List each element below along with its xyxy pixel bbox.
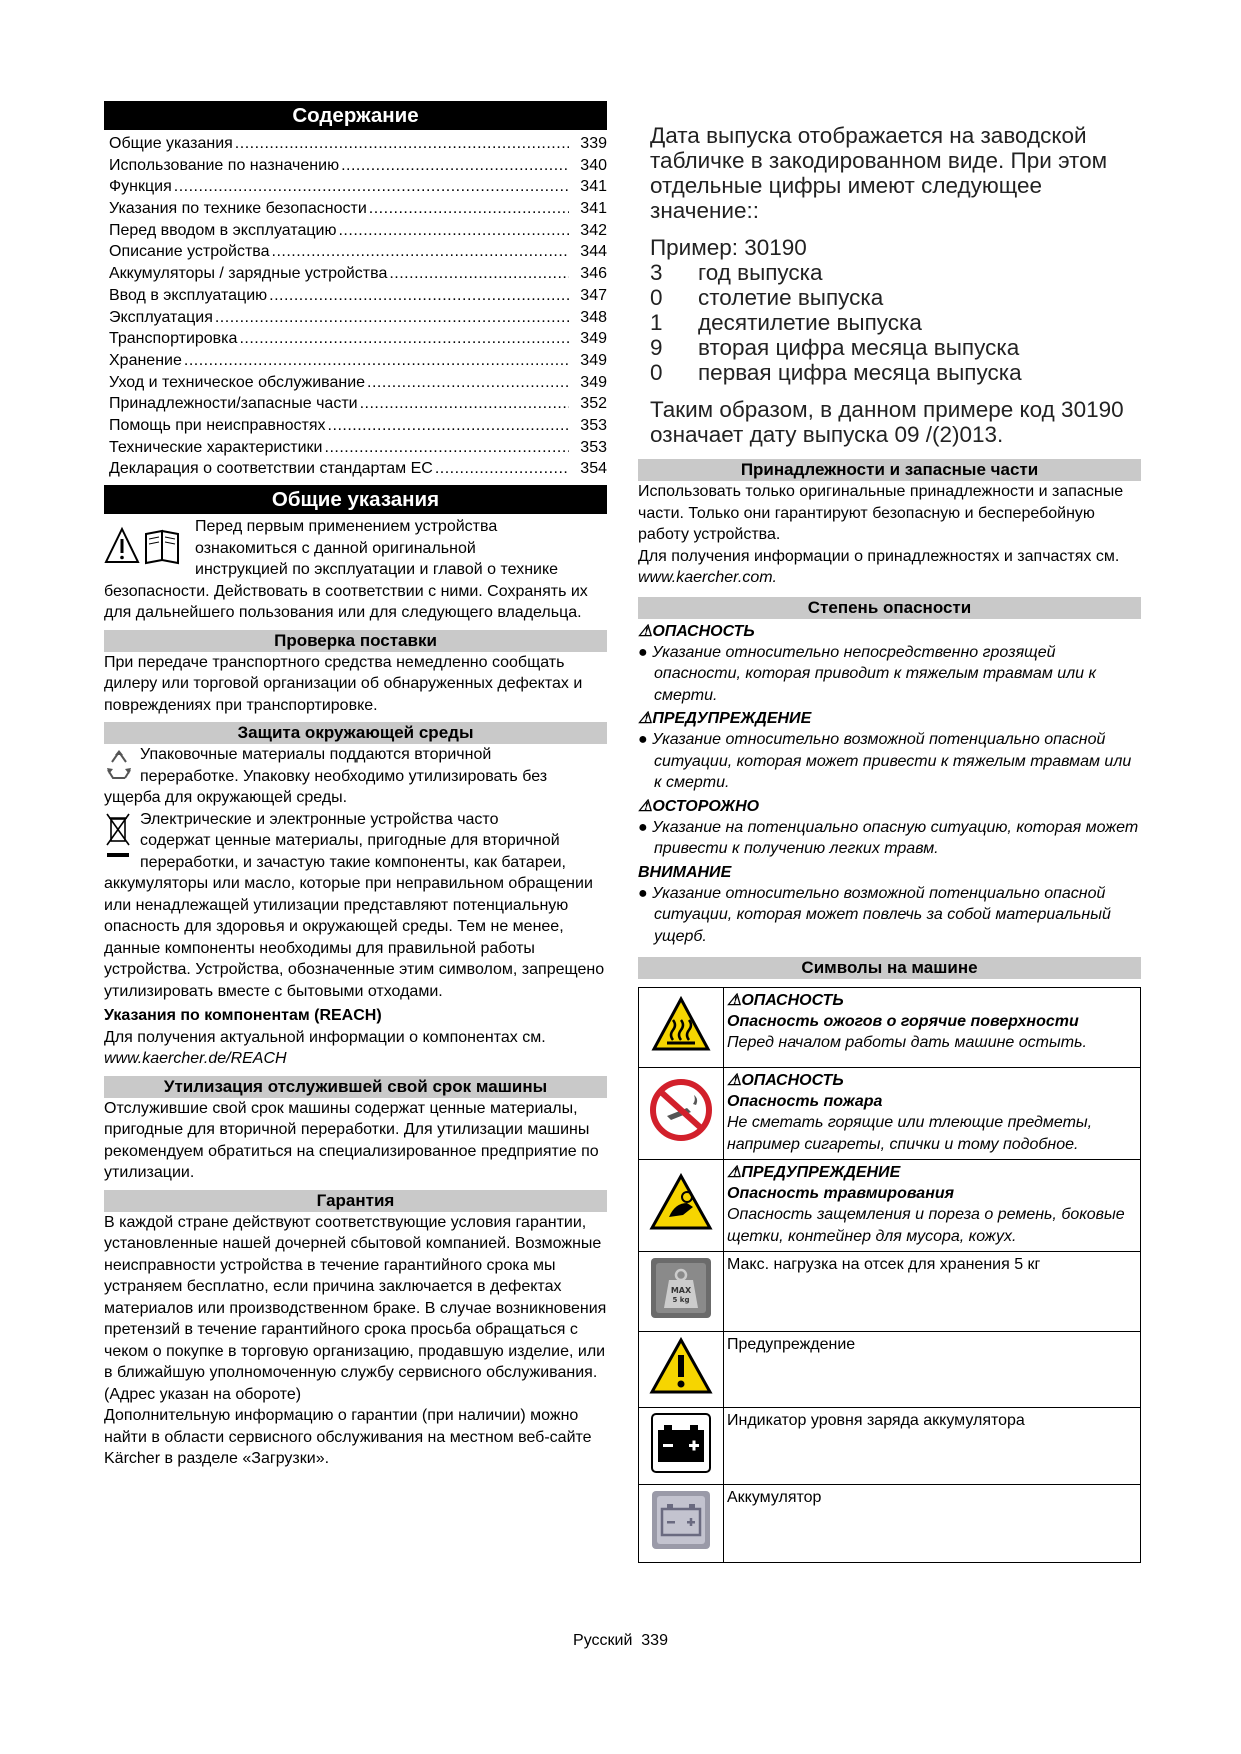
right-column: Дата выпуска отображается на заводской табличке в закодированном виде. При этом отдельные цифры имеют следующее значение:: Пример: 30190 3 год выпуска 0 столетие выпуска 1 десятилетие выпуска 9 вторая цифра месяца выпуска 0 первая цифра месяца выпуска Таким образом, в данном примере код 30190 означает дату выпуска 09 /(2)013. Принадлежности и запасные части Использовать только оригинальные принадлежности и запасные части. Только они гарантируют безопасную и бесперебойную работу устройства. Для получения информации о принадлежностях и запчастях см. www.kaercher.com. Степень опасности ⚠ОПАСНОСТЬ ● Указание относительно непосредственно грозящей опасности, которая приводит к тяжелым травмам или к смерти. ⚠ПРЕДУПРЕЖДЕНИЕ ● Указание относительно возможной потенциально опасной ситуации, которая может привести к тяжелым травмам или к смерти. ⚠ОСТОРОЖНО ● Указание на потенциально опасную ситуацию, которая может привести к получению легких травм. ВНИМАНИЕ ● Указание относительно возможной потенциально опасной ситуации, которая может повлечь за собой материальный ущерб. Символы на машине ⚠ОПАСНОСТЬ Опасность ожогов о горячие поверхности Перед началом работы дать машине остыть. ⚠ОПАСНОСТЬ Опасность пожара Не сметать горящие или тлеющие предметы, например сигареты, спички и тому подобное. ⚠ПРЕДУПРЕЖДЕНИЕ Опасность травмирования Опасность защемления и пореза о ремень, боковые щетки, контейнер для мусора, кожух. MAX 5 kg Макс. нагрузка на отсек для хранения 5 кг Предупреждение Индикатор уровня заряда аккумулятора Аккумулятор [638, 101, 1141, 1563]
toc-item[interactable]: Использование по назначению ..... 340 [104, 155, 607, 177]
table-row: ⚠ПРЕДУПРЕЖДЕНИЕ Опасность травмирования Опасность защемления и пореза о ремень, боковые щетки, контейнер для мусора, кожух. [639, 1160, 1141, 1252]
battery-level-icon [639, 1407, 724, 1485]
toc-title: Содержание [104, 101, 607, 130]
toc-item[interactable]: Аккумуляторы / зарядные устройства ..... 346 [104, 263, 607, 285]
reach-link[interactable]: www.kaercher.de/REACH [104, 1050, 287, 1067]
date-code-row: 1 десятилетие выпуска [650, 310, 922, 335]
toc-item[interactable]: Эксплуатация ..... 348 [104, 307, 607, 329]
toc-item[interactable]: Функция ..... 341 [104, 176, 607, 198]
delivery-title: Проверка поставки [104, 630, 607, 652]
toc-item[interactable]: Описание устройства ..... 344 [104, 241, 607, 263]
table-row: Аккумулятор [639, 1485, 1141, 1563]
table-row: Предупреждение [639, 1331, 1141, 1407]
read-manual-icon [104, 516, 189, 576]
table-of-contents [104, 133, 607, 480]
svg-text:MAX: MAX [670, 1286, 692, 1295]
date-code-row: 0 первая цифра месяца выпуска [650, 360, 1022, 385]
crossed-bin-icon [104, 809, 134, 871]
hot-surface-icon [639, 988, 724, 1068]
environment-title: Защита окружающей среды [104, 722, 607, 744]
danger-levels-title: Степень опасности [638, 597, 1141, 619]
battery-icon [639, 1485, 724, 1563]
crush-hazard-icon [639, 1160, 724, 1252]
symbols-title: Символы на машине [638, 957, 1141, 979]
table-row: Индикатор уровня заряда аккумулятора [639, 1407, 1141, 1485]
no-burning-objects-icon [639, 1068, 724, 1160]
table-row: MAX 5 kg Макс. нагрузка на отсек для хранения 5 кг [639, 1252, 1141, 1332]
toc-item[interactable]: Технические характеристики ..... 353 [104, 437, 607, 459]
date-code-row: 9 вторая цифра месяца выпуска [650, 335, 1020, 360]
general-intro: Перед первым применением устройства ознакомиться с данной оригинальной инструкцией по эксплуатации и главой о технике [104, 516, 607, 581]
date-code-block: Дата выпуска отображается на заводской табличке в закодированном виде. При этом отдельные цифры имеют следующее значение:: Пример: 30190 3 год выпуска 0 столетие выпуска 1 десятилетие выпуска 9 вторая цифра месяца выпуска 0 первая цифра месяца выпуска Таким образом, в данном примере код 30190 означает дату выпуска 09 /(2)013. [638, 123, 1141, 447]
accessories-title: Принадлежности и запасные части [638, 459, 1141, 481]
toc-item[interactable]: Декларация о соответствии стандартам ЕС ..... 354 [104, 458, 607, 480]
warning-icon [639, 1331, 724, 1407]
date-code-row: 3 год выпуска [650, 260, 823, 285]
date-code-row: 0 столетие выпуска [650, 285, 884, 310]
toc-item[interactable]: Ввод в эксплуатацию ..... 347 [104, 285, 607, 307]
table-row: ⚠ОПАСНОСТЬ Опасность пожара Не сметать горящие или тлеющие предметы, например сигареты, спички и тому подобное. [639, 1068, 1141, 1160]
toc-item[interactable]: Хранение ..... 349 [104, 350, 607, 372]
toc-item[interactable]: Помощь при неисправностях ..... 353 [104, 415, 607, 437]
delivery-text: При передаче транспортного средства немедленно сообщать дилеру или торговой организации об обнаруженных дефектах и повреждениях при транспортировке. [104, 653, 583, 714]
toc-item[interactable]: Принадлежности/запасные части ..... 352 [104, 393, 607, 415]
max-weight-icon [639, 1252, 724, 1332]
toc-item[interactable]: Общие указания ..... 339 [104, 133, 607, 155]
kaercher-link[interactable]: www.kaercher.com. [638, 569, 777, 586]
general-text: безопасности. Действовать в соответствии с ними. Сохранять их для дальнейшего пользования или для следующего владельца. [104, 582, 588, 621]
page-number: 339 [641, 1632, 668, 1649]
general-title: Общие указания [104, 485, 607, 514]
reach-title: Указания по компонентам (REACH) [104, 1007, 382, 1024]
toc-item[interactable]: Уход и техническое обслуживание ..... 349 [104, 372, 607, 394]
warranty-title: Гарантия [104, 1190, 607, 1212]
table-row: ⚠ОПАСНОСТЬ Опасность ожогов о горячие поверхности Перед началом работы дать машине остыть. [639, 988, 1141, 1068]
page-footer [0, 1632, 1241, 1650]
symbols-table [638, 987, 1141, 1563]
toc-item[interactable]: Указания по технике безопасности ..... 341 [104, 198, 607, 220]
toc-item[interactable]: Транспортировка ..... 349 [104, 328, 607, 350]
disposal-title: Утилизация отслужившей свой срок машины [104, 1076, 607, 1098]
footer-language: Русский [573, 1632, 633, 1649]
toc-item[interactable]: Перед вводом в эксплуатацию ..... 342 [104, 220, 607, 242]
left-column: Содержание Общие указания ..... 339 Использование по назначению ..... 340 Функция ..... 341 Указания по технике безопасности ..... 341 Перед вводом в эксплуатацию ..... 342 Описание устройства ..... 344 Аккумуляторы / зарядные устройства ..... 346 Ввод в эксплуатацию ..... 347 Эксплуатация ..... 348 Транспортировка ..... 349 Хранение ..... 349 Уход и техническое обслуживание ..... 349 Принадлежности/запасные части ..... 352 Помощь при неисправностях ..... 353 Технические характеристики ..... 353 Декларация о соответствии стандартам ЕС ..... 354 Общие указания Перед первым применением устройства ознакомиться с данной оригинальной инструкцией по эксплуатации и главой о технике безопасности. Действовать в соответствии с ними. Сохранять их для дальнейшего пользования или для следующего владельца. Проверка поставки При передаче транспортного средства немедленно сообщать дилеру или торговой организации об обнаруженных дефектах и повреждениях при транспортировке. Защита окружающей среды Упаковочные материалы поддаются вторичной переработке. Упаковку необходимо утилизировать без ущерба для окружающей среды. Электрические и электронные устройства часто содержат ценные материалы, пригодные для вторичной переработки, и зачастую такие компоненты, как батареи, аккумуляторы или масло, которые при неправильном обращении или ненадлежащей утилизации представляют потенциальную опасность для здоровья и окружающей среды. Тем не менее, данные компоненты необходимы для правильной работы устройства. Устройства, обозначенные этим символом, запрещено утилизировать вместе с бытовыми отходами. Указания по компонентам (REACH) Для получения актуальной информации о компонентах см. www.kaercher.de/REACH Утилизация отслужившей свой срок машины Отслужившие свой срок машины содержат ценные материалы, пригодные для вторичной переработки. Для утилизации машины рекомендуем обратиться на специализированное предприятие по утилизации. Гарантия В каждой стране действуют соответствующие условия гарантии, установленные нашей дочерней сбытовой компанией. Возможные неисправности устройства в течение гарантийного срока мы устраняем бесплатно, если причина заключается в дефектах материалов или производственном браке. В случае возникновения претензий в течение гарантийного срока просьба обращаться с чеком о покупке в торговую организацию, продавшую изделие, или в ближайшую уполномоченную службу сервисного обслуживания. (Адрес указан на обороте) Дополнительную информацию о гарантии (при наличии) можно найти в области сервисного обслуживания на местном веб-сайте Kärcher в разделе «Загрузки». [104, 101, 607, 1470]
svg-text:5 kg: 5 kg [672, 1296, 690, 1304]
recycle-icon [104, 744, 134, 784]
